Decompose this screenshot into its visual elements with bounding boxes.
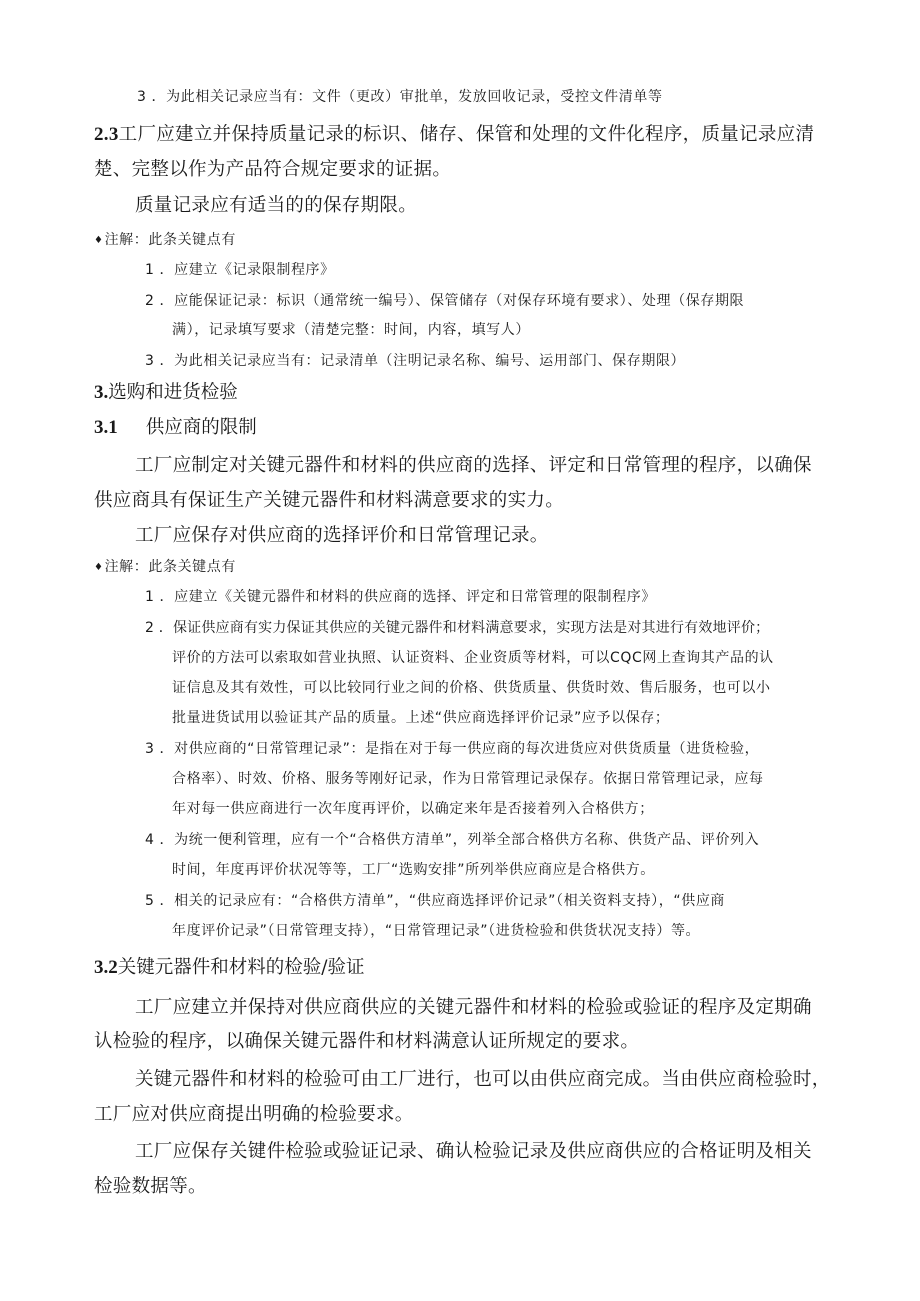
section-3-2-p3-line1: 工厂应保存关键件检验或验证记录、确认检验记录及供应商供应的合格证明及相关 [135, 1141, 812, 1162]
note-item-2-line2: 满），记录填写要求（清楚完整：时间，内容，填写人） [172, 322, 530, 338]
note-item-3: 3 ．为此相关记录应当有：记录清单（注明记录名称、编号、运用部门、保存期限） [145, 353, 686, 369]
section-2-3-line1: 2.3工厂应建立并保持质量记录的标识、储存、保管和处理的文件化程序，质量记录应清 [94, 124, 815, 145]
section-3-2-p2-line2: 工厂应对供应商提出明确的检验要求。 [94, 1104, 414, 1125]
note-item-5-line2: 年度评价记录”（日常管理支持），“日常管理记录”（进货检验和供货状况支持）等。 [172, 923, 701, 939]
section-3-1-p1-line2: 供应商具有保证生产关键元器件和材料满意要求的实力。 [94, 490, 565, 511]
note-item-3-line1: 3 ．对供应商的“日常管理记录”：是指在对于每一供应商的每次进货应对供货质量（进货检验， [145, 741, 760, 757]
section-3-2-p1-line1: 工厂应建立并保持对供应商供应的关键元器件和材料的检验或验证的程序及定期确 [135, 997, 812, 1018]
note-item-3-line3: 年对每一供应商进行一次年度再评价，以确定来年是否接着列入合格供方； [172, 801, 654, 817]
note-item-2-line1: 2 ．保证供应商有实力保证其供应的关键元器件和材料满意要求，实现方法是对其进行有效地评价； [145, 620, 770, 636]
section-3-heading: 3.选购和进货检验 [94, 382, 238, 403]
section-3-2-p1-line2: 认检验的程序，以确保关键元器件和材料满意认证所规定的要求。 [94, 1031, 640, 1052]
section-3-2-p3-line2: 检验数据等。 [94, 1176, 207, 1197]
note-item-4-line2: 时间，年度再评价状况等等，工厂“选购安排”所列举供应商应是合格供方。 [172, 862, 655, 878]
section-3-1-p2: 工厂应保存对供应商的选择评价和日常管理记录。 [135, 525, 549, 546]
section-3-1-heading: 3.1 供应商的限制 [94, 417, 257, 438]
diamond-bullet-icon: ♦ [94, 235, 104, 246]
section-3-2-p2-line1: 关键元器件和材料的检验可由工厂进行，也可以由供应商完成。当由供应商检验时， [135, 1069, 831, 1090]
note-item-2-line2: 评价的方法可以索取如营业执照、认证资料、企业资质等材料，可以CQC网上查询其产品的认 [172, 650, 774, 666]
section-2-3-line3: 质量记录应有适当的的保存期限。 [135, 195, 418, 216]
note-heading: ♦注解：此条关键点有 [94, 232, 236, 248]
section-number: 2.3 [94, 124, 119, 145]
section-3-2-heading: 3.2关键元器件和材料的检验/验证 [94, 957, 365, 978]
note-item-4-line1: 4 ．为统一便利管理，应有一个“合格供方清单”，列举全部合格供方名称、供货产品、评价列入 [145, 832, 760, 848]
note-item-5-line1: 5 ．相关的记录应有：“合格供方清单”，“供应商选择评价记录”（相关资料支持），“供应商 [145, 893, 726, 909]
note-item-1: 1 ．应建立《记录限制程序》 [145, 262, 335, 278]
note-item-2-line4: 批量进货试用以验证其产品的质量。上述“供应商选择评价记录”应予以保存； [172, 710, 670, 726]
note-item-2-line3: 证信息及其有效性，可以比较同行业之间的价格、供货质量、供货时效、售后服务，也可以小 [172, 680, 771, 696]
s22-item3: 3 ．为此相关记录应当有：文件（更改）审批单，发放回收记录，受控文件清单等 [137, 89, 663, 105]
diamond-bullet-icon: ♦ [94, 562, 104, 573]
note-item-1: 1 ．应建立《关键元器件和材料的供应商的选择、评定和日常管理的限制程序》 [145, 589, 656, 605]
note-item-2-line1: 2 ．应能保证记录：标识（通常统一编号）、保管储存（对保存环境有要求）、处理（保存期限 [145, 293, 745, 309]
section-3-1-p1-line1: 工厂应制定对关键元器件和材料的供应商的选择、评定和日常管理的程序，以确保 [135, 455, 812, 476]
note-item-3-line2: 合格率）、时效、价格、服务等刚好记录，作为日常管理记录保存。依据日常管理记录，应每 [172, 771, 764, 787]
section-2-3-line2: 楚、完整以作为产品符合规定要求的证据。 [94, 159, 452, 180]
note-heading: ♦注解：此条关键点有 [94, 559, 236, 575]
